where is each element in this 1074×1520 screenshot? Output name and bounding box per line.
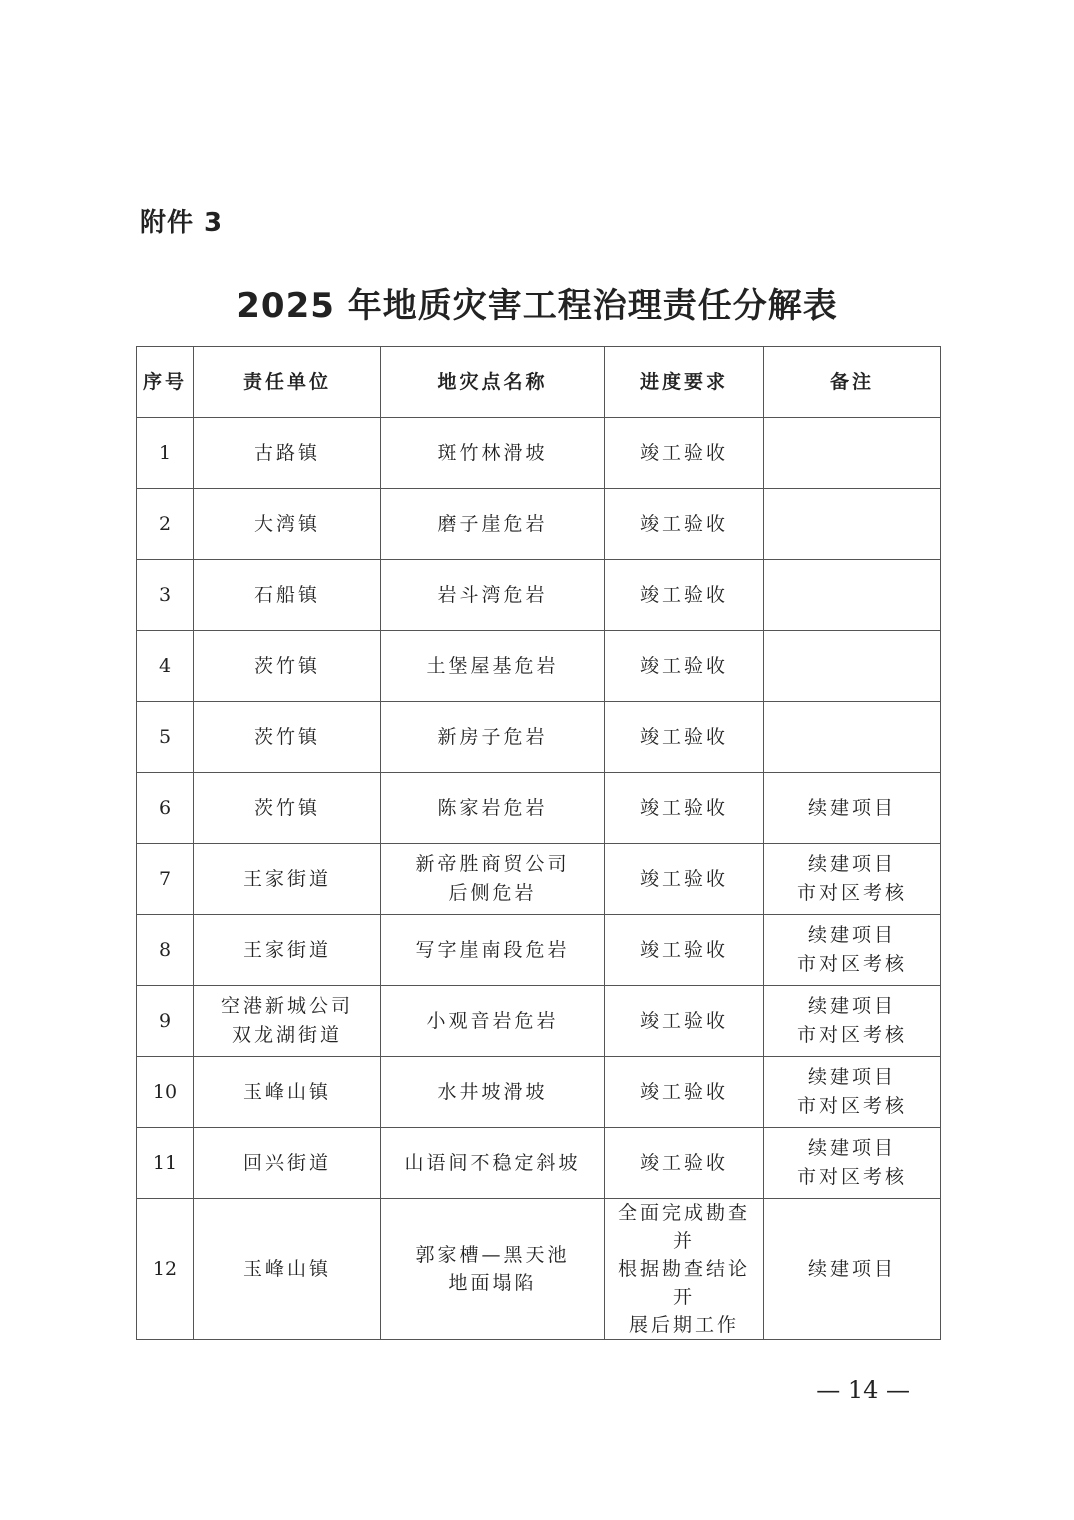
- table-row: [137, 773, 941, 844]
- row-unit: 玉峰山镇: [194, 1199, 381, 1340]
- row-site: 斑竹林滑坡: [381, 418, 605, 489]
- row-no: 4: [137, 631, 194, 702]
- header-site: 地灾点名称: [381, 347, 605, 418]
- row-note: 续建项目: [764, 1199, 941, 1340]
- row-no: 6: [137, 773, 194, 844]
- row-no: 12: [137, 1199, 194, 1340]
- header-no: 序号: [137, 347, 194, 418]
- row-unit: 王家街道: [194, 915, 381, 986]
- table-row: [137, 1199, 941, 1340]
- row-no: 7: [137, 844, 194, 915]
- row-progress: 竣工验收: [605, 489, 764, 560]
- row-note: [764, 489, 941, 560]
- row-note: 续建项目 市对区考核: [764, 986, 941, 1057]
- row-unit: 大湾镇: [194, 489, 381, 560]
- row-site: 写字崖南段危岩: [381, 915, 605, 986]
- row-site: 新房子危岩: [381, 702, 605, 773]
- row-unit: 茨竹镇: [194, 773, 381, 844]
- row-site: 新帝胜商贸公司 后侧危岩: [381, 844, 605, 915]
- page-number: — 14 —: [816, 1376, 910, 1404]
- row-progress: 竣工验收: [605, 1057, 764, 1128]
- row-note: 续建项目 市对区考核: [764, 1128, 941, 1199]
- attachment-label: 附件 3: [140, 208, 224, 238]
- table-row: [137, 986, 941, 1057]
- row-unit: 王家街道: [194, 844, 381, 915]
- row-progress: 全面完成勘查并 根据勘查结论开 展后期工作: [605, 1199, 764, 1340]
- table-row: [137, 560, 941, 631]
- row-no: 3: [137, 560, 194, 631]
- document-title: 2025 年地质灾害工程治理责任分解表: [236, 286, 838, 326]
- row-site: 磨子崖危岩: [381, 489, 605, 560]
- row-progress: 竣工验收: [605, 986, 764, 1057]
- row-note: 续建项目 市对区考核: [764, 915, 941, 986]
- row-note: 续建项目: [764, 773, 941, 844]
- responsibility-table: [136, 346, 941, 1340]
- row-note: [764, 702, 941, 773]
- row-no: 5: [137, 702, 194, 773]
- row-note: 续建项目 市对区考核: [764, 844, 941, 915]
- row-no: 8: [137, 915, 194, 986]
- row-site: 水井坡滑坡: [381, 1057, 605, 1128]
- row-site: 陈家岩危岩: [381, 773, 605, 844]
- row-progress: 竣工验收: [605, 844, 764, 915]
- row-progress: 竣工验收: [605, 560, 764, 631]
- row-note: 续建项目 市对区考核: [764, 1057, 941, 1128]
- table-row: [137, 1057, 941, 1128]
- row-progress: 竣工验收: [605, 773, 764, 844]
- row-no: 11: [137, 1128, 194, 1199]
- table-row: [137, 702, 941, 773]
- row-unit: 茨竹镇: [194, 631, 381, 702]
- row-progress: 竣工验收: [605, 915, 764, 986]
- row-unit: 茨竹镇: [194, 702, 381, 773]
- header-note: 备注: [764, 347, 941, 418]
- row-note: [764, 560, 941, 631]
- row-note: [764, 631, 941, 702]
- row-no: 9: [137, 986, 194, 1057]
- row-unit: 玉峰山镇: [194, 1057, 381, 1128]
- row-no: 1: [137, 418, 194, 489]
- row-progress: 竣工验收: [605, 418, 764, 489]
- row-no: 10: [137, 1057, 194, 1128]
- row-site: 山语间不稳定斜坡: [381, 1128, 605, 1199]
- table-header-row: [137, 347, 941, 418]
- header-progress: 进度要求: [605, 347, 764, 418]
- row-site: 小观音岩危岩: [381, 986, 605, 1057]
- row-unit: 空港新城公司 双龙湖街道: [194, 986, 381, 1057]
- row-progress: 竣工验收: [605, 631, 764, 702]
- row-progress: 竣工验收: [605, 1128, 764, 1199]
- row-note: [764, 418, 941, 489]
- row-unit: 古路镇: [194, 418, 381, 489]
- row-site: 土堡屋基危岩: [381, 631, 605, 702]
- row-site: 郭家槽—黑天池 地面塌陷: [381, 1199, 605, 1340]
- row-site: 岩斗湾危岩: [381, 560, 605, 631]
- table-row: [137, 418, 941, 489]
- table-row: [137, 915, 941, 986]
- table-row: [137, 1128, 941, 1199]
- header-unit: 责任单位: [194, 347, 381, 418]
- row-unit: 石船镇: [194, 560, 381, 631]
- row-no: 2: [137, 489, 194, 560]
- table-row: [137, 631, 941, 702]
- table-row: [137, 489, 941, 560]
- row-progress: 竣工验收: [605, 702, 764, 773]
- row-unit: 回兴街道: [194, 1128, 381, 1199]
- table-row: [137, 844, 941, 915]
